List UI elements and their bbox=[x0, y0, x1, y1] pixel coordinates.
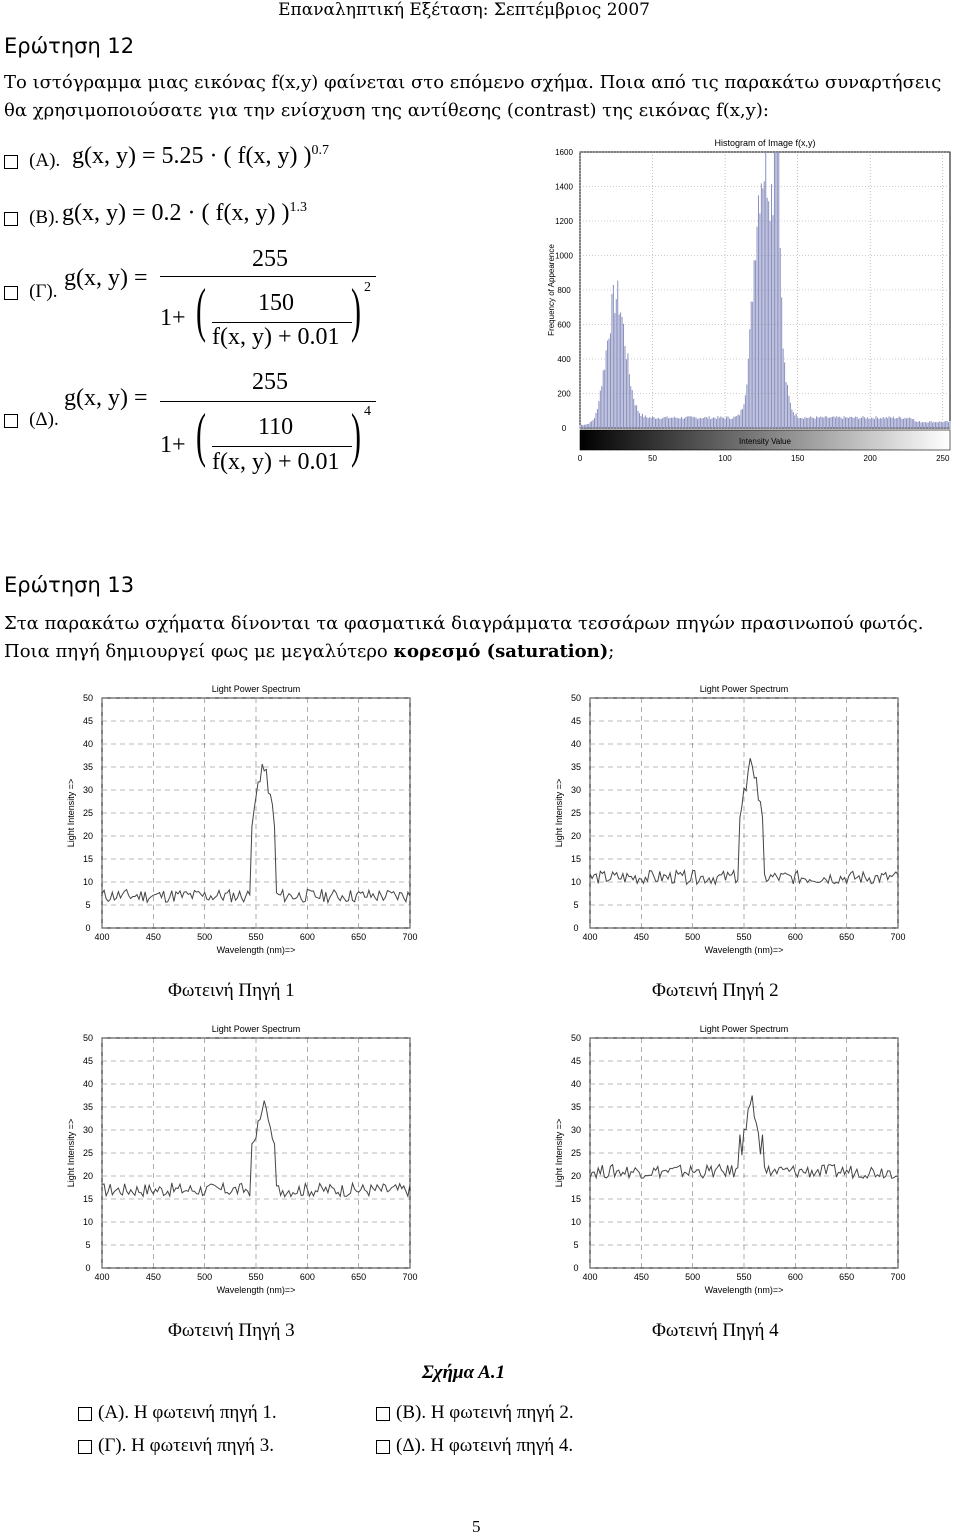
checkbox-answer-a[interactable] bbox=[78, 1407, 92, 1421]
spectrum-ytick-label: 40 bbox=[82, 1079, 94, 1089]
spectrum-ytick-label: 40 bbox=[82, 739, 94, 749]
q12-text-1: Το ιστόγραμμα μιας εικόνας f(x,y) φαίνεται στο επόμενο σχήμα. Ποια από τις παρακάτω συναρτήσεις bbox=[4, 72, 942, 93]
spectrum-ytick-label: 30 bbox=[570, 785, 582, 795]
caption-source-1: Φωτεινή Πηγή 1 bbox=[168, 980, 295, 1001]
spectrum-xtick-label: 700 bbox=[890, 932, 906, 942]
formula-c-exponent: 2 bbox=[364, 280, 371, 295]
spectrum-xtick-label: 500 bbox=[197, 932, 213, 942]
checkbox-answer-b[interactable] bbox=[376, 1407, 390, 1421]
exam-header: Επαναληπτική Εξέταση: Σεπτέμβριος 2007 bbox=[278, 0, 650, 20]
formula-d-inner-num: 110 bbox=[258, 414, 294, 440]
spectrum-xtick-label: 700 bbox=[890, 1272, 906, 1282]
spectrum-xtick-label: 400 bbox=[94, 1272, 110, 1282]
histogram-xtick-label: 200 bbox=[863, 454, 877, 463]
formula-c-inner-line bbox=[212, 322, 352, 323]
checkbox-b[interactable] bbox=[4, 212, 18, 226]
spectrum-ytick-label: 35 bbox=[82, 1102, 94, 1112]
spectrum-ytick-label: 35 bbox=[570, 762, 582, 772]
spectrum-ylabel: Light Intensity => bbox=[554, 778, 564, 848]
histogram-ytick-label: 1000 bbox=[555, 251, 573, 261]
spectrum-ytick-label: 10 bbox=[570, 1217, 582, 1227]
spectrum-ytick-label: 45 bbox=[82, 716, 94, 726]
spectrum-xtick-label: 600 bbox=[787, 1272, 803, 1282]
spectrum-xlabel: Wavelength (nm)=> bbox=[216, 1285, 296, 1295]
formula-d-exponent: 4 bbox=[364, 404, 371, 419]
spectrum-xtick-label: 550 bbox=[736, 932, 752, 942]
answer-b[interactable]: (Β). Η φωτεινή πηγή 2. bbox=[376, 1402, 574, 1424]
formula-d-numerator: 255 bbox=[252, 369, 288, 395]
spectrum-title: Light Power Spectrum bbox=[211, 1024, 301, 1034]
spectrum-ytick-label: 10 bbox=[82, 1217, 94, 1227]
checkbox-answer-d[interactable] bbox=[376, 1440, 390, 1454]
q13-title: Ερώτηση 13 bbox=[4, 573, 135, 597]
spectrum-xtick-label: 600 bbox=[299, 1272, 315, 1282]
spectrum-chart-3 bbox=[60, 1018, 420, 1303]
formula-d-lparen: ( bbox=[195, 402, 206, 468]
spectrum-ytick-label: 40 bbox=[570, 1079, 582, 1089]
histogram-xtick-label: 0 bbox=[577, 454, 583, 463]
spectrum-xtick-label: 600 bbox=[299, 932, 315, 942]
spectrum-xtick-label: 400 bbox=[582, 1272, 598, 1282]
histogram-ylabel: Frequency of Appearence bbox=[547, 244, 556, 336]
spectrum-ytick-label: 50 bbox=[82, 693, 94, 703]
spectrum-ytick-label: 20 bbox=[570, 1171, 582, 1181]
q13-text-2: Ποια πηγή δημιουργεί φως με μεγαλύτερο κορεσμό (saturation); bbox=[4, 641, 615, 662]
histogram-ytick-label: 600 bbox=[557, 320, 571, 330]
spectrum-ytick-label: 20 bbox=[82, 831, 94, 841]
q13-text-1: Στα παρακάτω σχήματα δίνονται τα φασματικά διαγράμματα τεσσάρων πηγών πρασινωπού φωτός. bbox=[4, 613, 924, 634]
histogram-xtick-label: 250 bbox=[936, 454, 950, 463]
spectrum-ytick-label: 45 bbox=[82, 1056, 94, 1066]
histogram-xtick-label: 50 bbox=[648, 454, 658, 463]
checkbox-c[interactable] bbox=[4, 286, 18, 300]
spectrum-xtick-label: 500 bbox=[197, 1272, 213, 1282]
spectrum-xtick-label: 700 bbox=[402, 1272, 418, 1282]
spectrum-ytick-label: 35 bbox=[570, 1102, 582, 1112]
spectrum-xtick-label: 650 bbox=[351, 1272, 367, 1282]
answer-a[interactable]: (Α). Η φωτεινή πηγή 1. bbox=[78, 1402, 277, 1424]
answer-c[interactable]: (Γ). Η φωτεινή πηγή 3. bbox=[78, 1435, 274, 1457]
spectrum-ytick-label: 5 bbox=[85, 900, 91, 910]
spectrum-ytick-label: 50 bbox=[570, 693, 582, 703]
spectrum-ylabel: Light Intensity => bbox=[554, 1118, 564, 1188]
formula-d-line bbox=[160, 401, 376, 402]
spectrum-xtick-label: 450 bbox=[145, 1272, 161, 1282]
formula-c-lhs: g(x, y) = bbox=[64, 265, 148, 291]
spectrum-ytick-label: 15 bbox=[82, 1194, 94, 1204]
spectrum-ytick-label: 0 bbox=[85, 923, 91, 933]
spectrum-xtick-label: 700 bbox=[402, 932, 418, 942]
spectrum-line bbox=[590, 758, 898, 884]
spectrum-ytick-label: 25 bbox=[82, 808, 94, 818]
spectrum-xtick-label: 650 bbox=[351, 932, 367, 942]
formula-a: g(x, y) = 5.25 · ( f(x, y) )$^{0.7}$ bbox=[72, 143, 329, 169]
formula-c-numerator: 255 bbox=[252, 246, 288, 272]
q12-text-2: θα χρησιμοποιούσατε για την ενίσχυση της αντίθεσης (contrast) της εικόνας f(x,y): bbox=[4, 100, 769, 121]
spectrum-xtick-label: 400 bbox=[94, 932, 110, 942]
spectrum-xtick-label: 400 bbox=[582, 932, 598, 942]
spectrum-ytick-label: 20 bbox=[82, 1171, 94, 1181]
spectrum-ytick-label: 25 bbox=[570, 808, 582, 818]
spectrum-ytick-label: 50 bbox=[82, 1033, 94, 1043]
spectrum-ytick-label: 15 bbox=[570, 1194, 582, 1204]
page-number: 5 bbox=[472, 1517, 481, 1536]
spectrum-xtick-label: 450 bbox=[633, 1272, 649, 1282]
spectrum-xtick-label: 500 bbox=[685, 932, 701, 942]
checkbox-d[interactable] bbox=[4, 414, 18, 428]
histogram-xtick-label: 150 bbox=[790, 454, 805, 463]
spectrum-xlabel: Wavelength (nm)=> bbox=[704, 1285, 784, 1295]
spectrum-xlabel: Wavelength (nm)=> bbox=[704, 945, 784, 955]
formula-d-oneplus: 1+ bbox=[160, 432, 186, 458]
spectrum-chart-2 bbox=[548, 678, 908, 963]
caption-source-2: Φωτεινή Πηγή 2 bbox=[652, 980, 779, 1001]
histogram-ytick-label: 200 bbox=[557, 389, 571, 399]
checkbox-answer-c[interactable] bbox=[78, 1440, 92, 1454]
caption-source-3: Φωτεινή Πηγή 3 bbox=[168, 1320, 295, 1341]
formula-c-rparen: ) bbox=[350, 277, 361, 343]
formula-c-inner-num: 150 bbox=[258, 290, 294, 316]
q12-option-a[interactable]: (Α). bbox=[4, 150, 60, 172]
formula-c-oneplus: 1+ bbox=[160, 305, 186, 331]
q12-title: Ερώτηση 12 bbox=[4, 34, 135, 58]
spectrum-ytick-label: 50 bbox=[570, 1033, 582, 1043]
spectrum-ytick-label: 40 bbox=[570, 739, 582, 749]
spectrum-ylabel: Light Intensity => bbox=[66, 778, 76, 848]
histogram-ytick-label: 1200 bbox=[555, 217, 573, 226]
spectrum-title: Light Power Spectrum bbox=[699, 1024, 789, 1034]
spectrum-ytick-label: 10 bbox=[570, 877, 582, 887]
formula-c-inner-den: f(x, y) + 0.01 bbox=[212, 324, 340, 350]
caption-source-4: Φωτεινή Πηγή 4 bbox=[652, 1320, 779, 1341]
q12-option-c[interactable]: (Γ). bbox=[4, 281, 57, 303]
spectrum-xtick-label: 550 bbox=[248, 932, 264, 942]
q12-option-b[interactable]: (Β). bbox=[4, 207, 59, 229]
spectrum-ytick-label: 25 bbox=[82, 1148, 94, 1158]
spectrum-title: Light Power Spectrum bbox=[211, 684, 301, 694]
histogram-frame bbox=[580, 152, 950, 428]
histogram-ytick-label: 400 bbox=[557, 355, 571, 364]
q12-option-d[interactable]: (Δ). bbox=[4, 409, 59, 431]
spectrum-chart-1 bbox=[60, 678, 420, 963]
formula-b: g(x, y) = 0.2 · ( f(x, y) )$^{1.3}$ bbox=[62, 200, 307, 226]
figure-caption: Σχήμα Α.1 bbox=[422, 1362, 506, 1383]
spectrum-xtick-label: 550 bbox=[248, 1272, 264, 1282]
formula-c-line bbox=[160, 276, 376, 277]
spectrum-xtick-label: 550 bbox=[736, 1272, 752, 1282]
histogram-ytick-label: 1400 bbox=[555, 182, 573, 192]
spectrum-title: Light Power Spectrum bbox=[699, 684, 789, 694]
spectrum-xtick-label: 450 bbox=[145, 932, 161, 942]
spectrum-ytick-label: 0 bbox=[573, 1263, 579, 1273]
formula-d-rparen: ) bbox=[350, 402, 361, 468]
spectrum-ylabel: Light Intensity => bbox=[66, 1118, 76, 1188]
spectrum-ytick-label: 15 bbox=[82, 854, 94, 864]
spectrum-ytick-label: 0 bbox=[573, 923, 579, 933]
spectrum-chart-4 bbox=[548, 1018, 908, 1303]
spectrum-xtick-label: 600 bbox=[787, 932, 803, 942]
histogram-xlabel: Intensity Value bbox=[739, 437, 791, 446]
answer-d[interactable]: (Δ). Η φωτεινή πηγή 4. bbox=[376, 1435, 573, 1457]
spectrum-xtick-label: 650 bbox=[839, 932, 855, 942]
spectrum-ytick-label: 45 bbox=[570, 1056, 582, 1066]
checkbox-a[interactable] bbox=[4, 155, 18, 169]
formula-d-inner-line bbox=[212, 446, 352, 447]
spectrum-xtick-label: 450 bbox=[633, 932, 649, 942]
spectrum-ytick-label: 45 bbox=[570, 716, 582, 726]
formula-c-lparen: ( bbox=[195, 277, 206, 343]
spectrum-ytick-label: 0 bbox=[85, 1263, 91, 1273]
histogram-chart bbox=[540, 130, 960, 470]
spectrum-xlabel: Wavelength (nm)=> bbox=[216, 945, 296, 955]
spectrum-ytick-label: 5 bbox=[85, 1240, 91, 1250]
formula-d-lhs: g(x, y) = bbox=[64, 385, 148, 411]
histogram-xtick-label: 100 bbox=[718, 454, 732, 463]
spectrum-ytick-label: 25 bbox=[570, 1148, 582, 1158]
spectrum-ytick-label: 30 bbox=[82, 785, 94, 795]
histogram-title: Histogram of Image f(x,y) bbox=[714, 138, 816, 148]
histogram-ytick-label: 1600 bbox=[555, 148, 573, 157]
spectrum-ytick-label: 10 bbox=[82, 877, 94, 887]
histogram-ytick-label: 0 bbox=[561, 424, 567, 433]
spectrum-ytick-label: 35 bbox=[82, 762, 94, 772]
spectrum-ytick-label: 5 bbox=[573, 1240, 579, 1250]
spectrum-xtick-label: 650 bbox=[839, 1272, 855, 1282]
spectrum-ytick-label: 5 bbox=[573, 900, 579, 910]
spectrum-xtick-label: 500 bbox=[685, 1272, 701, 1282]
spectrum-ytick-label: 20 bbox=[570, 831, 582, 841]
histogram-ytick-label: 800 bbox=[557, 286, 571, 295]
spectrum-ytick-label: 30 bbox=[570, 1125, 582, 1135]
spectrum-ytick-label: 15 bbox=[570, 854, 582, 864]
formula-d-inner-den: f(x, y) + 0.01 bbox=[212, 449, 340, 475]
spectrum-ytick-label: 30 bbox=[82, 1125, 94, 1135]
